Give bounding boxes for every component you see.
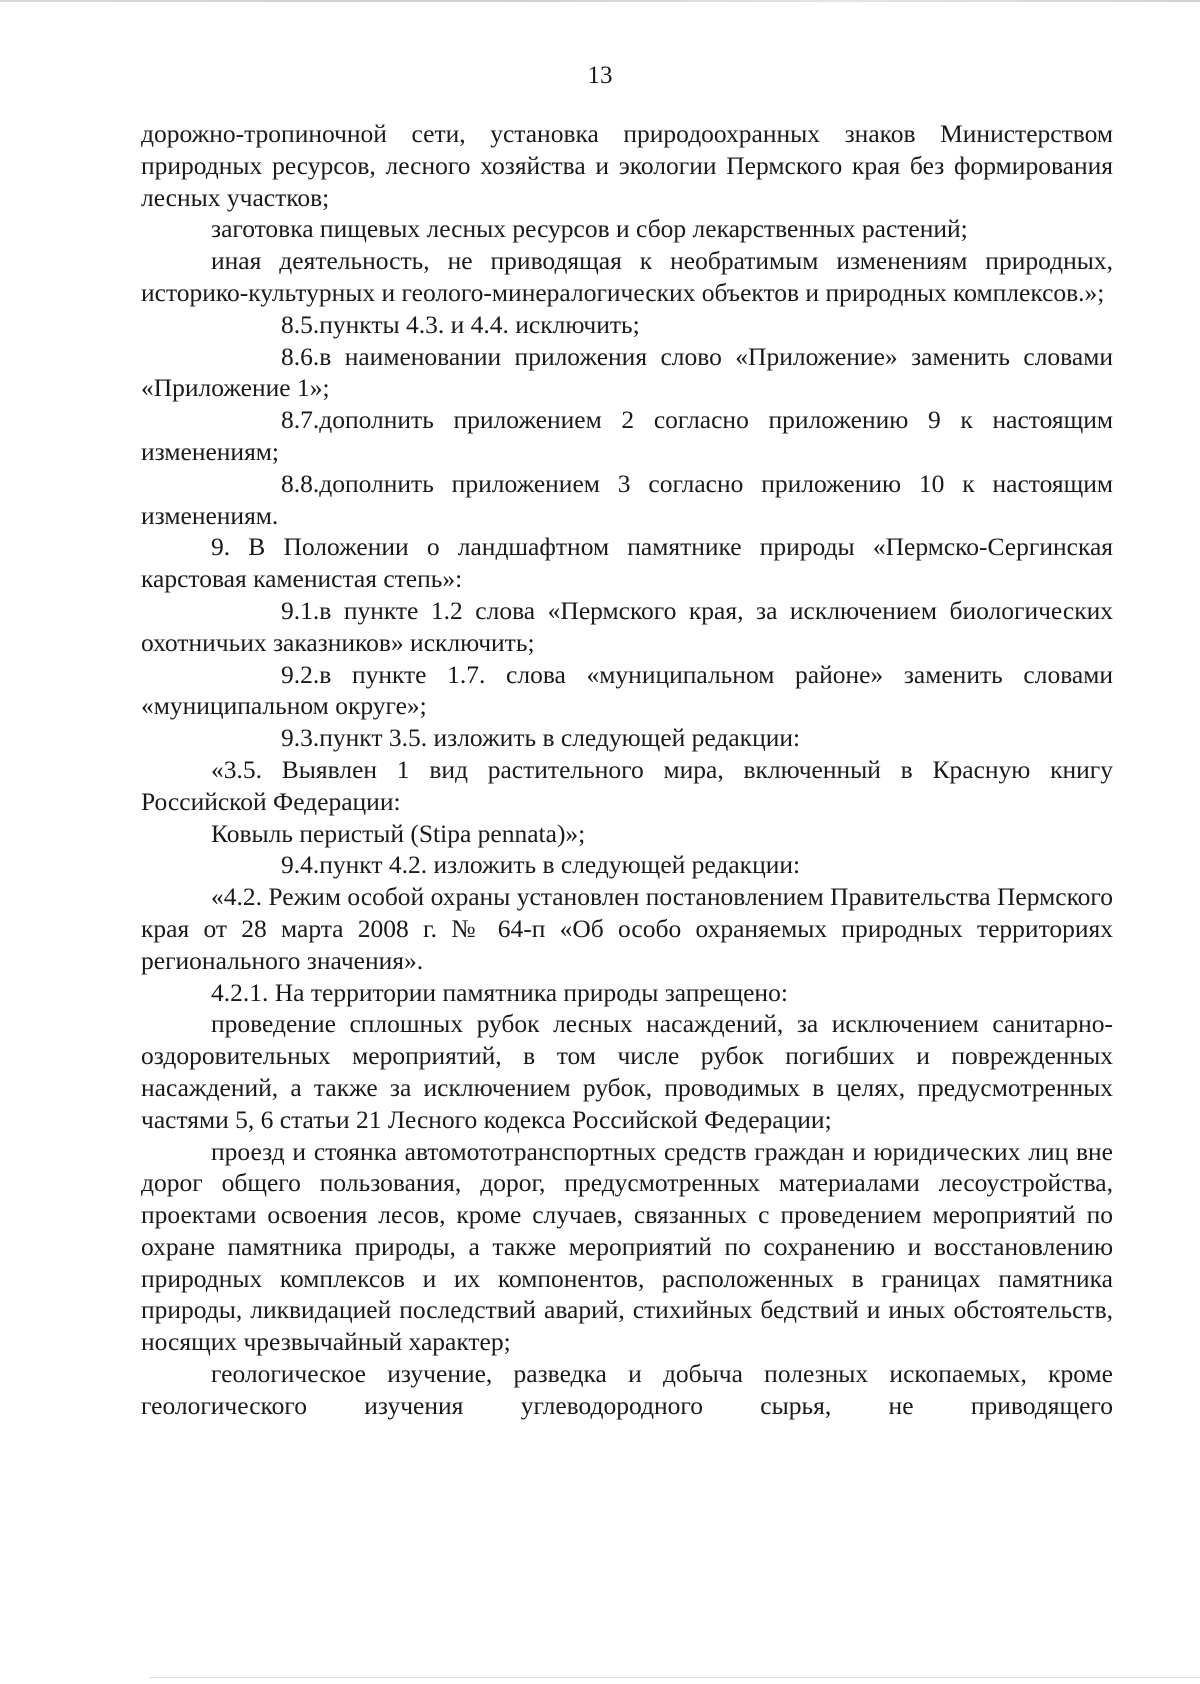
paragraph-text: 9. В Положении о ландшафтном памятнике природы «Пермско-Сергинская карстовая каменистая степь»: [141,532,1113,594]
paragraph-text: заготовка пищевых лесных ресурсов и сбор лекарственных растений; [211,214,968,244]
list-item [141,659,1113,723]
list-item [141,849,1113,881]
paragraph-text: «3.5. Выявлен 1 вид растительного мира, включенный в Красную книгу Российской Федерации: [141,754,1113,816]
quoted-paragraph [141,977,1113,1009]
scan-edge-top [0,0,1200,2]
document-body [141,118,1113,1422]
quoted-paragraph [141,1136,1113,1359]
item-text: пункты 4.3. и 4.4. исключить; [319,309,640,339]
item-text: пункт 3.5. изложить в следующей редакции: [319,723,801,753]
quoted-paragraph [141,881,1113,976]
list-item [141,595,1113,659]
item-text: пункт 4.2. изложить в следующей редакции: [319,850,801,880]
quoted-paragraph [141,1358,1113,1422]
item-text: дополнить приложением 2 согласно приложению 9 к настоящим изменениям; [141,405,1113,466]
quoted-paragraph [141,818,1113,850]
item-number: 9.2. [281,659,320,689]
item-number: 9.3. [281,723,320,753]
list-item [141,404,1113,468]
item-number: 8.7. [281,405,320,435]
paragraph-text: проведение сплошных рубок лесных насаждений, за исключением санитарно-оздоровительных мероприятий, в том числе рубок погибших и поврежденных насаждений, а также за исключением рубок, проводимых в целях, предусмотренных частями 5, 6 статьи 21 Лесного кодекса Российской Федерации; [141,1009,1113,1134]
item-number: 8.6. [281,341,320,371]
paragraph-text: иная деятельность, не приводящая к необратимым изменениям природных, историко-культурных и геолого-минералогических объектов и природных комплексов.»; [141,246,1113,307]
item-text: в наименовании приложения слово «Приложение» заменить словами «Приложение 1»; [141,341,1113,403]
paragraph [141,118,1113,213]
section-heading [141,531,1113,595]
item-number: 8.5. [281,309,320,339]
page-number: 13 [587,62,613,89]
item-text: в пункте 1.7. слова «муниципальном районе» заменить словами «муниципальном округе»; [141,659,1113,721]
paragraph-text: дорожно-тропиночной сети, установка природоохранных знаков Министерством природных ресурсов, лесного хозяйства и экологии Пермского края без формирования лесных участков; [141,119,1113,212]
paragraph-text: Ковыль перистый (Stipa pennata)»; [211,818,586,848]
quoted-paragraph [141,754,1113,818]
list-item [141,341,1113,405]
item-number: 9.1. [281,595,320,625]
quoted-paragraph [141,1008,1113,1135]
paragraph-text: геологическое изучение, разведка и добыча полезных ископаемых, кроме геологического изучения углеводородного сырья, не приводящего [141,1359,1113,1420]
paragraph [141,245,1113,309]
scan-edge-bottom [150,1677,1200,1678]
list-item [141,722,1113,754]
item-text: в пункте 1.2 слова «Пермского края, за исключением биологических охотничьих заказников» исключить; [141,595,1113,657]
list-item [141,309,1113,341]
item-number: 8.8. [281,468,320,498]
item-number: 9.4. [281,850,320,880]
item-text: дополнить приложением 3 согласно приложению 10 к настоящим изменениям. [141,468,1113,530]
paragraph-text: 4.2.1. На территории памятника природы запрещено: [211,977,788,1007]
paragraph-text: проезд и стоянка автомототранспортных средств граждан и юридических лиц вне дорог общего пользования, дорог, предусмотренных материалами лесоустройства, проектами освоения лесов, кроме случаев, связанных с проведением мероприятий по охране памятника природы, а также мероприятий по сохранению и восстановлению природных комплексов и их компонентов, расположенных в границах памятника природы, ликвидацией последствий аварий, стихийных бедствий и иных обстоятельств, носящих чрезвычайный характер; [141,1136,1113,1357]
paragraph [141,213,1113,245]
list-item [141,468,1113,532]
paragraph-text: «4.2. Режим особой охраны установлен постановлением Правительства Пермского края от 28 марта 2008 г. № 64-п «Об особо охраняемых природных территориях регионального значения». [141,882,1113,975]
